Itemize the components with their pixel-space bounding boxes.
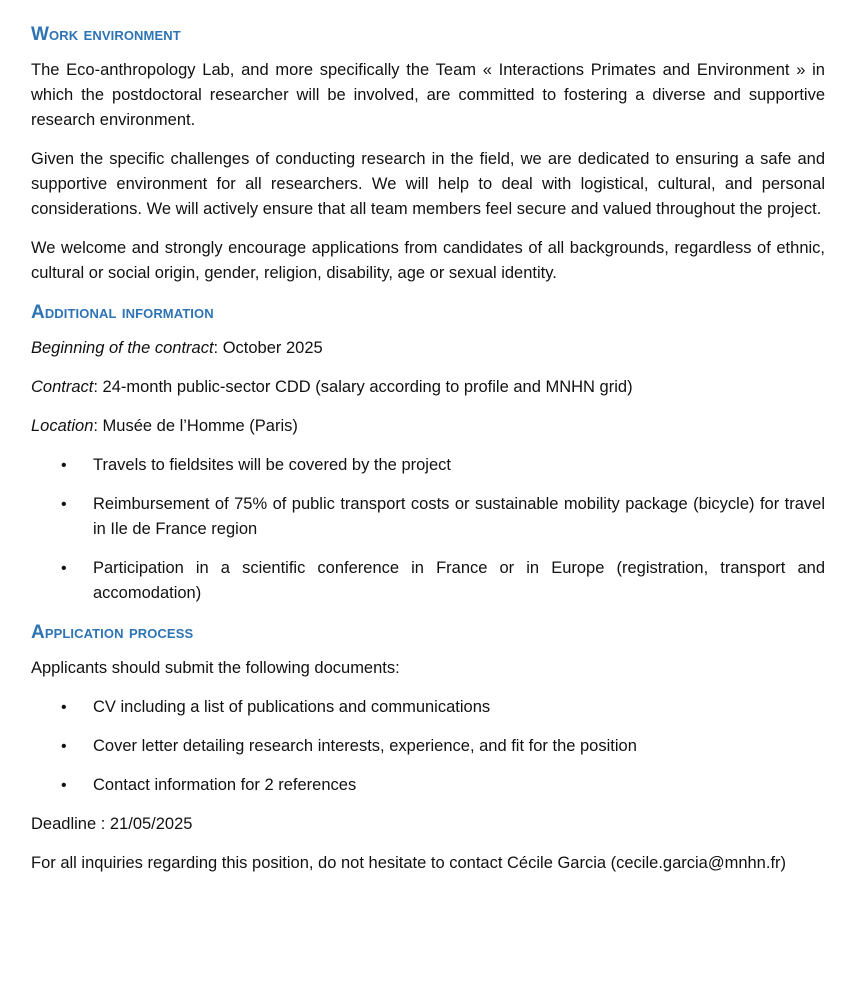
list-item [31,695,825,720]
location-line [31,414,825,439]
benefit-text: Participation in a scientific conference in France or in Europe (registration, transport and accomodation) [93,559,825,602]
contract-line [31,375,825,400]
contact-line: For all inquiries regarding this position, do not hesitate to contact Cécile Garcia (cecile.garcia@mnhn.fr) [31,854,787,872]
benefits-list [31,453,825,606]
work-environment-section [31,22,825,286]
document-text: Cover letter detailing research interests, experience, and fit for the position [93,737,637,755]
bullet-icon: • [61,496,67,513]
list-item [31,773,825,798]
document-text: Contact information for 2 references [93,776,357,794]
list-item [31,556,825,606]
location-label: Location [31,417,94,435]
beginning-of-contract-line [31,336,825,361]
bullet-icon: • [61,738,67,755]
application-intro: Applicants should submit the following documents: [31,659,400,677]
deadline-line: Deadline : 21/05/2025 [31,815,193,833]
bullet-icon: • [61,699,67,716]
additional-information-section [31,300,825,606]
list-item [31,453,825,478]
additional-information-heading: Additional information [31,302,214,323]
work-environment-paragraph-2: Given the specific challenges of conducting research in the field, we are dedicated to ensuring a safe and supportive environment for all researchers. We will help to deal with logistical, cultural, and personal considerations. We will actively ensure that all team members feel secure and valued throughout the project. [31,150,825,218]
work-environment-paragraph-1: The Eco-anthropology Lab, and more specifically the Team « Interactions Primates and Environment » in which the postdoctoral researcher will be involved, are committed to fostering a diverse and supportive research environment. [31,61,825,129]
contract-label: Contract [31,378,94,396]
bullet-icon: • [61,560,67,577]
list-item [31,734,825,759]
bullet-icon: • [61,777,67,794]
contract-value: : 24-month public-sector CDD (salary according to profile and MNHN grid) [93,378,633,396]
application-process-section [31,620,825,876]
required-documents-list [31,695,825,798]
location-value: : Musée de l’Homme (Paris) [93,417,298,435]
beginning-of-contract-label: Beginning of the contract [31,339,214,357]
benefit-text: Travels to fieldsites will be covered by the project [93,456,451,474]
application-process-heading: Application process [31,622,194,643]
work-environment-paragraph-3: We welcome and strongly encourage applications from candidates of all backgrounds, regardless of ethnic, cultural or social origin, gender, religion, disability, age or sexual identity. [31,239,825,282]
benefit-text: Reimbursement of 75% of public transport costs or sustainable mobility package (bicycle) for travel in Ile de France region [93,495,825,538]
bullet-icon: • [61,457,67,474]
list-item [31,492,825,542]
document-text: CV including a list of publications and communications [93,698,491,716]
beginning-of-contract-value: : October 2025 [213,339,323,357]
work-environment-heading: Work environment [31,24,181,45]
